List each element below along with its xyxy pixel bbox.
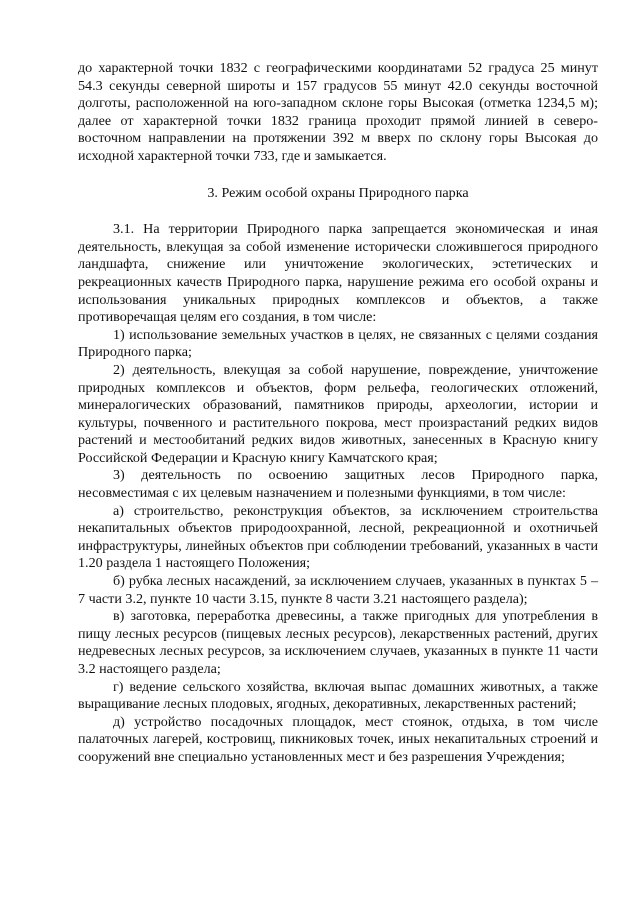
sub-item-d: д) устройство посадочных площадок, мест стоянок, отдыха, в том числе палаточных лагерей, костровищ, пикниковых точек, иных некапитальных строений и сооружений вне специально установленных мест и без разрешения Учреждения; <box>78 713 598 765</box>
intro-paragraph: до характерной точки 1832 с географическими координатами 52 градуса 25 минут 54.3 секунды северной широты и 157 градусов 55 минут 42.0 секунды восточной долготы, расположенной на юго-западном склоне горы Высокая (отметка 1234,5 м); далее от характерной точки 1832 граница проходит прямой линией в северо-восточном направлении на протяжении 392 м вверх по склону горы Высокая до исходной характерной точки 733, где и замыкается. <box>78 60 598 164</box>
sub-item-b: б) рубка лесных насаждений, за исключением случаев, указанных в пунктах 5 – 7 части 3.2, пункте 10 части 3.15, пункте 8 части 3.21 настоящего раздела); <box>78 573 598 607</box>
sub-item-a: а) строительство, реконструкция объектов, за исключением строительства некапитальных объектов природоохранной, лесной, рекреационной и охотничьей инфраструктуры, линейных объектов при соблюдении требований, указанных в части 1.20 раздела 1 настоящего Положения; <box>78 502 598 572</box>
list-item-3: 3) деятельность по освоению защитных лесов Природного парка, несовместимая с их целевым назначением и полезными функциями, в том числе: <box>78 467 598 502</box>
list-item-2: 2) деятельность, влекущая за собой нарушение, повреждение, уничтожение природных комплексов и объектов, форм рельефа, геологических отложений, минералогических образований, памятников природы, археологии, истории и культуры, почвенного и растительного покрова, мест произрастаний редких видов растений и местообитаний редких видов животных, занесенных в Красную книгу Российской Федерации и Красную книгу Камчатского края; <box>78 361 598 466</box>
clause-3-1: 3.1. На территории Природного парка запрещается экономическая и иная деятельность, влекущая за собой изменение исторически сложившегося природного ландшафта, снижение или уничтожение экологических, эстетических и рекреационных качеств Природного парка, нарушение режима его особой охраны и использования уникальных природных комплексов и объектов, а также противоречащая целям его создания, в том числе: <box>78 221 598 326</box>
document-page <box>78 60 598 767</box>
list-item-1: 1) использование земельных участков в целях, не связанных с целями создания Природного парка; <box>78 326 598 361</box>
sub-item-v: в) заготовка, переработка древесины, а также пригодных для употребления в пищу лесных ресурсов (пищевых лесных ресурсов), лекарственных растений, других недревесных лесных ресурсов, за исключением случаев, указанных в пункте 11 части 3.2 настоящего раздела; <box>78 608 598 677</box>
section-heading: 3. Режим особой охраны Природного парка <box>207 184 469 201</box>
sub-item-g: г) ведение сельского хозяйства, включая выпас домашних животных, а также выращивание лесных плодовых, ягодных, декоративных, лекарственных растений; <box>78 678 598 713</box>
